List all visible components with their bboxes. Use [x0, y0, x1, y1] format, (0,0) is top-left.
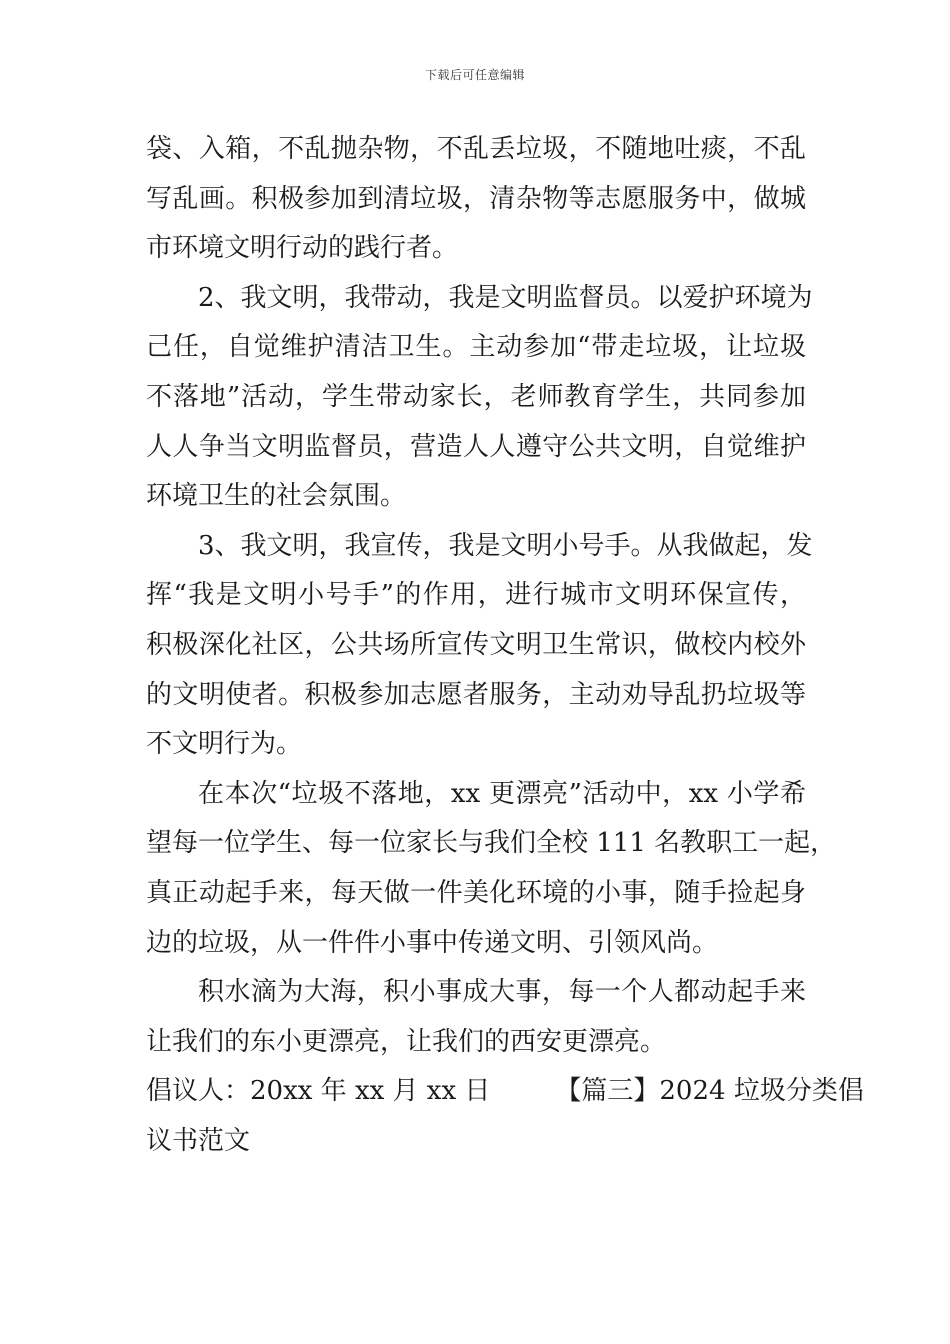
text-line: 袋、入箱，不乱抛杂物，不乱丢垃圾，不随地吐痰，不乱 — [146, 134, 806, 164]
text-line: 望每一位学生、每一位家长与我们全校 111 名教职工一起， — [146, 828, 837, 859]
text-line: 己任，自觉维护清洁卫生。主动参加“带走垃圾，让垃圾 — [146, 332, 806, 363]
text-line: 边的垃圾，从一件件小事中传递文明、引领风尚。 — [146, 927, 719, 958]
text-line: 人人争当文明监督员，营造人人遵守公共文明，自觉维护 — [146, 431, 806, 462]
text-line: 在本次“垃圾不落地，xx 更漂亮”活动中，xx 小学希 — [198, 778, 806, 809]
text-line: 让我们的东小更漂亮，让我们的西安更漂亮。 — [146, 1026, 667, 1057]
header-note: 下载后可任意编辑 — [424, 68, 525, 82]
text-line: 不落地”活动，学生带动家长，老师教育学生，共同参加 — [146, 381, 806, 412]
text-line: 挥“我是文明小号手”的作用，进行城市文明环保宣传， — [146, 580, 806, 611]
text-line: 真正动起手来，每天做一件美化环境的小事，随手捡起身 — [146, 877, 806, 908]
text-line: 2、我文明，我带动，我是文明监督员。以爱护环境为 — [198, 282, 813, 313]
text-line: 环境卫生的社会氛围。 — [146, 481, 407, 512]
text-line: 写乱画。积极参加到清垃圾，清杂物等志愿服务中，做城 — [146, 183, 806, 214]
document-body — [146, 125, 864, 1166]
text-line: 市环境文明行动的践行者。 — [146, 233, 459, 264]
text-line: 积水滴为大海，积小事成大事，每一个人都动起手来 — [198, 977, 806, 1008]
text-line: 倡议人：20xx 年 xx 月 xx 日 【篇三】2024 垃圾分类倡 — [146, 1076, 864, 1107]
text-line: 的文明使者。积极参加志愿者服务，主动劝导乱扔垃圾等 — [146, 679, 806, 710]
text-line: 积极深化社区，公共场所宣传文明卫生常识，做校内校外 — [146, 629, 806, 660]
text-line: 不文明行为。 — [146, 729, 303, 760]
text-line: 议书范文 — [146, 1125, 251, 1156]
text-line: 3、我文明，我宣传，我是文明小号手。从我做起，发 — [198, 530, 813, 561]
